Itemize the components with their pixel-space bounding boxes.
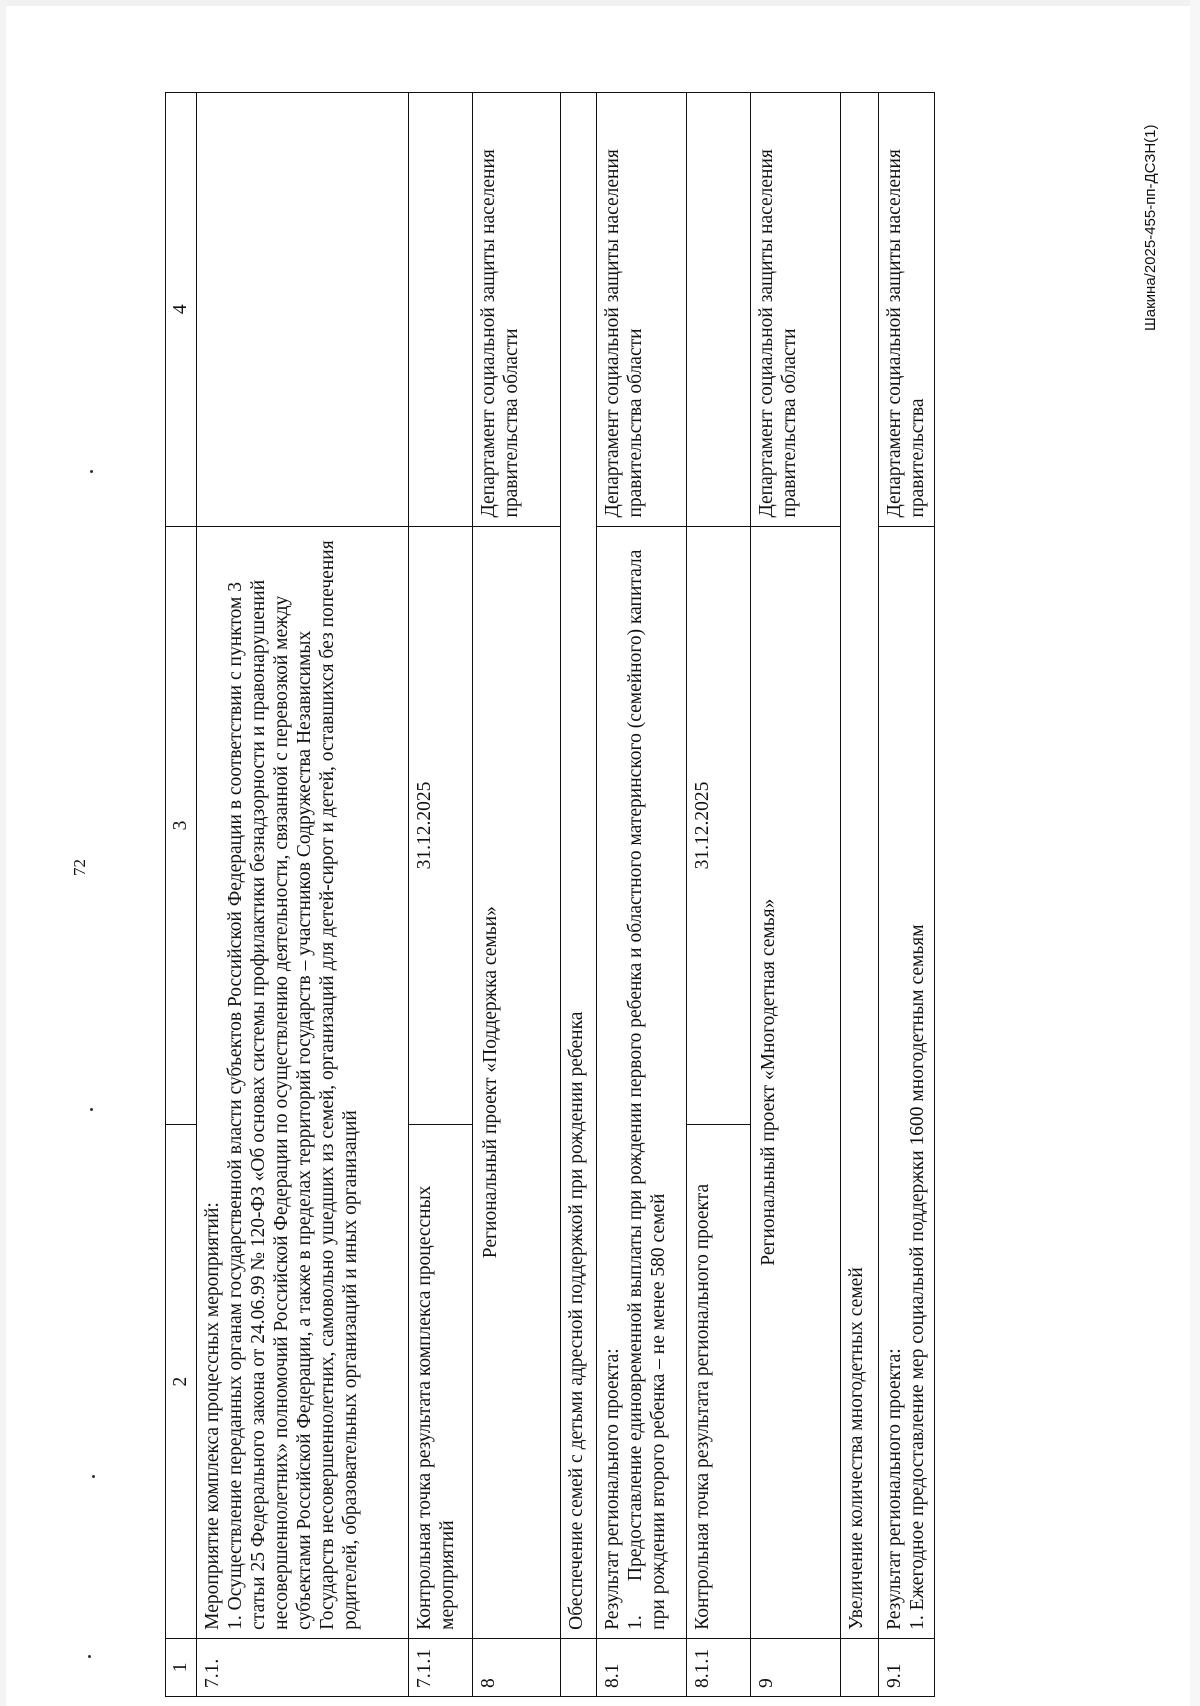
result-cell [879, 526, 935, 1638]
responsible-dept: Департамент социальной защиты населения правительства области [473, 93, 561, 527]
measure-title: Мероприятие комплекса процессных мероприятий: [202, 1202, 223, 1630]
document-footer-code: Шакина/2025-455-пп-ДСЗН(1) [1142, 124, 1159, 331]
table-row [473, 93, 561, 1697]
row-number: 8.1 [597, 1638, 687, 1696]
result-item-number: 1. [625, 1615, 646, 1630]
table-row [597, 93, 687, 1697]
checkpoint-date: 31.12.2025 [409, 526, 473, 1125]
row-number: 7.1. [197, 1638, 409, 1696]
responsible-dept: Департамент социальной защиты населения правительства [879, 93, 935, 527]
table-row [687, 93, 751, 1697]
page-number: 72 [70, 859, 89, 876]
row-number: 8 [473, 1638, 561, 1696]
row-number: 9.1 [879, 1638, 935, 1696]
measures-table [165, 92, 935, 1697]
table-row [751, 93, 841, 1697]
table-row [879, 93, 935, 1697]
measure-text: 1. Осуществление переданных органам государственной власти субъектов Российской Федерации в соответствии с пунктом 3 статьи 25 Федерального закона от 24.06.99 № 120-ФЗ «Об основах системы профилактики безнадзорности и правонарушений несовершеннолетних» полномочий Российской Федерации по осуществлению деятельности, связанной с перевозкой между субъектами Российской Федерации, а также в пределах территорий государств – участников Содружества Независимых Государств несовершеннолетних, самовольно ушедших из семей, организаций для детей-сирот и детей, оставшихся без попечения родителей, образовательных организаций и иных организаций [225, 540, 361, 1630]
checkpoint-text: Контрольная точка результата регионального проекта [687, 1125, 751, 1638]
header-cell: 3 [166, 526, 197, 1125]
row-number: 8.1.1 [687, 1638, 751, 1696]
table-row [841, 93, 879, 1697]
result-text: 1. Ежегодное предоставление мер социальной поддержки 1600 многодетным семьям [907, 924, 928, 1630]
table-row [409, 93, 473, 1697]
table-header-row [166, 93, 197, 1697]
result-item-text: Предоставление единовременной выплаты при рождении первого ребенка и областного материнского (семейного) капитала при рождении второго ребенка – не менее 580 семей [625, 549, 669, 1630]
header-cell: 1 [166, 1638, 197, 1696]
row-number-empty [841, 1638, 879, 1696]
row-number: 9 [751, 1638, 841, 1696]
project-goal: Увеличение количества многодетных семей [841, 93, 879, 1639]
row-number-empty [561, 1638, 597, 1696]
project-name: Региональный проект «Поддержка семьи» [473, 526, 561, 1638]
row-number: 7.1.1 [409, 1638, 473, 1696]
project-name: Региональный проект «Многодетная семья» [751, 526, 841, 1638]
project-goal: Обеспечение семей с детьми адресной поддержкой при рождении ребенка [561, 93, 597, 1639]
checkpoint-text: Контрольная точка результата комплекса процессных мероприятий [409, 1125, 473, 1638]
result-title: Результат регионального проекта: [602, 1348, 623, 1630]
table-row [561, 93, 597, 1697]
responsible-cell [197, 93, 409, 527]
responsible-dept: Департамент социальной защиты населения правительства области [597, 93, 687, 527]
header-cell: 2 [166, 1125, 197, 1638]
responsible-cell [409, 93, 473, 527]
result-cell [597, 526, 687, 1638]
measure-cell [197, 526, 409, 1638]
result-title: Результат регионального проекта: [884, 1348, 905, 1630]
result-text [624, 535, 670, 1630]
checkpoint-date: 31.12.2025 [687, 526, 751, 1125]
responsible-cell [687, 93, 751, 527]
header-cell: 4 [166, 93, 197, 527]
table-row [197, 93, 409, 1697]
responsible-dept: Департамент социальной защиты населения правительства области [751, 93, 841, 527]
